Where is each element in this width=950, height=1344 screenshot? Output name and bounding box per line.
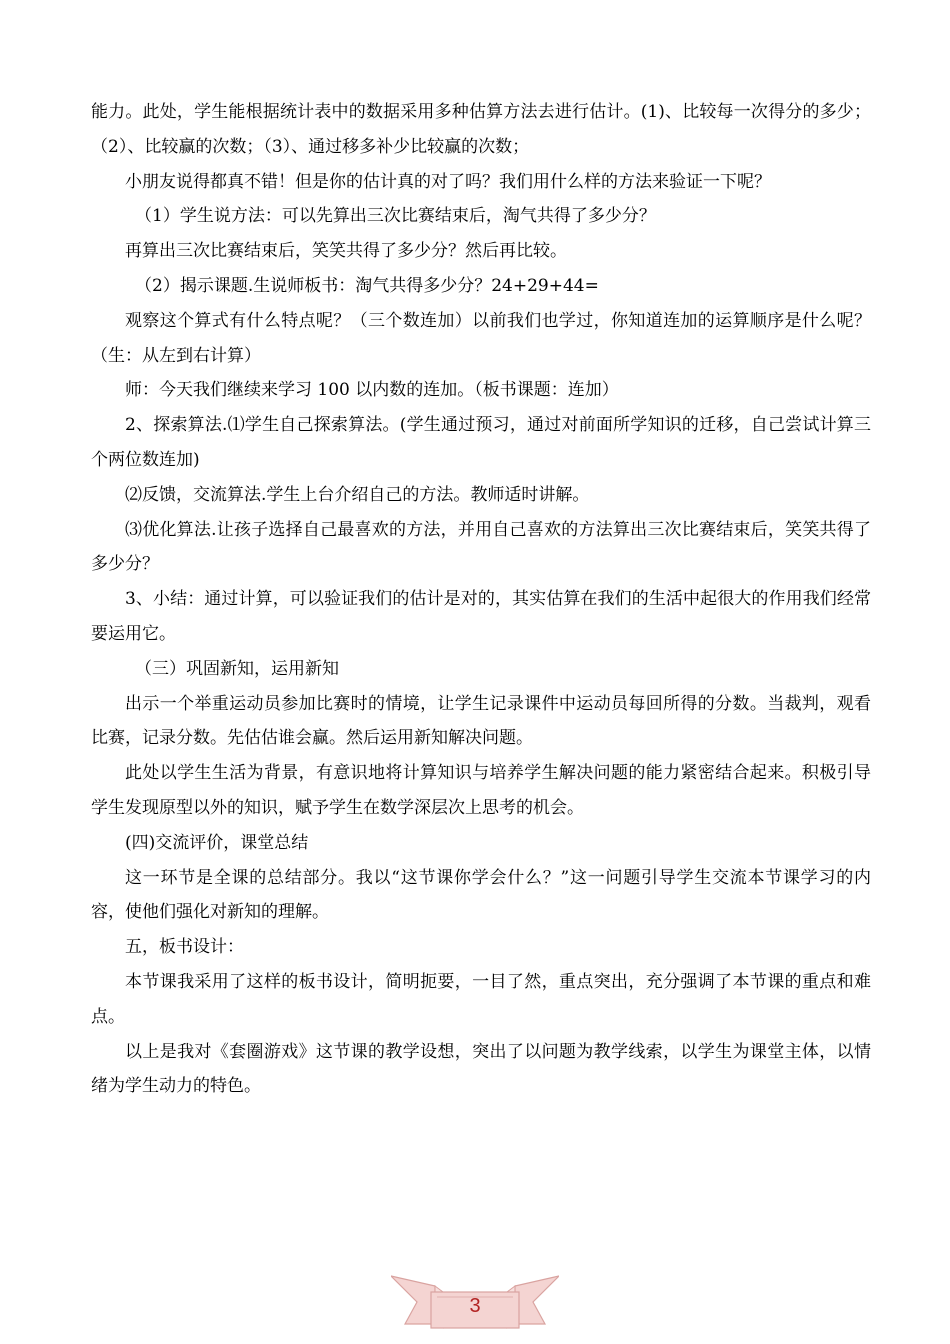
paragraph-15: (四)交流评价，课堂总结 [125,832,309,853]
page-number-ribbon [391,1270,559,1334]
paragraph-19: 以上是我对《套圈游戏》这节课的教学设想，突出了以问题为教学线索，以学生为课堂主体，以情绪为学生动力的特色。 [91,1041,871,1097]
paragraph-4: 再算出三次比赛结束后，笑笑共得了多少分？然后再比较。 [125,241,567,262]
paragraph-8: 2、探索算法.⑴学生自己探索算法。(学生通过预习，通过对前面所学知识的迁移，自己尝试计算三个两位数连加) [91,415,871,470]
paragraph-2: 小朋友说得都真不错！但是你的估计真的对了吗？我们用什么样的方法来验证一下呢？ [125,171,771,192]
paragraph-18: 本节课我采用了这样的板书设计，简明扼要，一目了然，重点突出，充分强调了本节课的重点和难点。 [91,971,871,1027]
paragraph-13: 出示一个举重运动员参加比赛时的情境，让学生记录课件中运动员每回所得的分数。当裁判，观看比赛，记录分数。先估估谁会赢。然后运用新知解决问题。 [91,693,871,749]
paragraph-3: （1）学生说方法：可以先算出三次比赛结束后，淘气共得了多少分？ [135,206,656,227]
page-number: 3 [469,1295,481,1317]
paragraph-16: 这一环节是全课的总结部分。我以“这节课你学会什么？”这一问题引导学生交流本节课学习的内容，使他们强化对新知的理解。 [91,867,871,923]
paragraph-7: 师：今天我们继续来学习 100 以内数的连加。（板书课题：连加） [125,380,619,401]
paragraph-11: 3、小结：通过计算，可以验证我们的估计是对的，其实估算在我们的生活中起很大的作用我们经常要运用它。 [91,589,871,644]
paragraph-14: 此处以学生生活为背景，有意识地将计算知识与培养学生解决问题的能力紧密结合起来。积极引导学生发现原型以外的知识，赋予学生在数学深层次上思考的机会。 [91,763,871,818]
paragraph-10: ⑶优化算法.让孩子选择自己最喜欢的方法，并用自己喜欢的方法算出三次比赛结束后，笑笑共得了多少分？ [91,519,871,575]
paragraph-12: （三）巩固新知，运用新知 [135,658,339,679]
paragraph-9: ⑵反馈，交流算法.学生上台介绍自己的方法。教师适时讲解。 [125,484,590,505]
paragraph-1: 能力。此处，学生能根据统计表中的数据采用多种估算方法去进行估计。(1)、比较每一次得分的多少；（2）、比较赢的次数；（3）、通过移多补少比较赢的次数； [91,102,871,157]
paragraph-6: 观察这个算式有什么特点呢？（三个数连加）以前我们也学过，你知道连加的运算顺序是什么呢？（生：从左到右计算） [91,310,871,366]
document-body [91,95,871,1104]
paragraph-5: （2）揭示课题.生说师板书：淘气共得多少分？24+29+44= [135,275,599,296]
paragraph-17: 五，板书设计： [125,937,244,958]
